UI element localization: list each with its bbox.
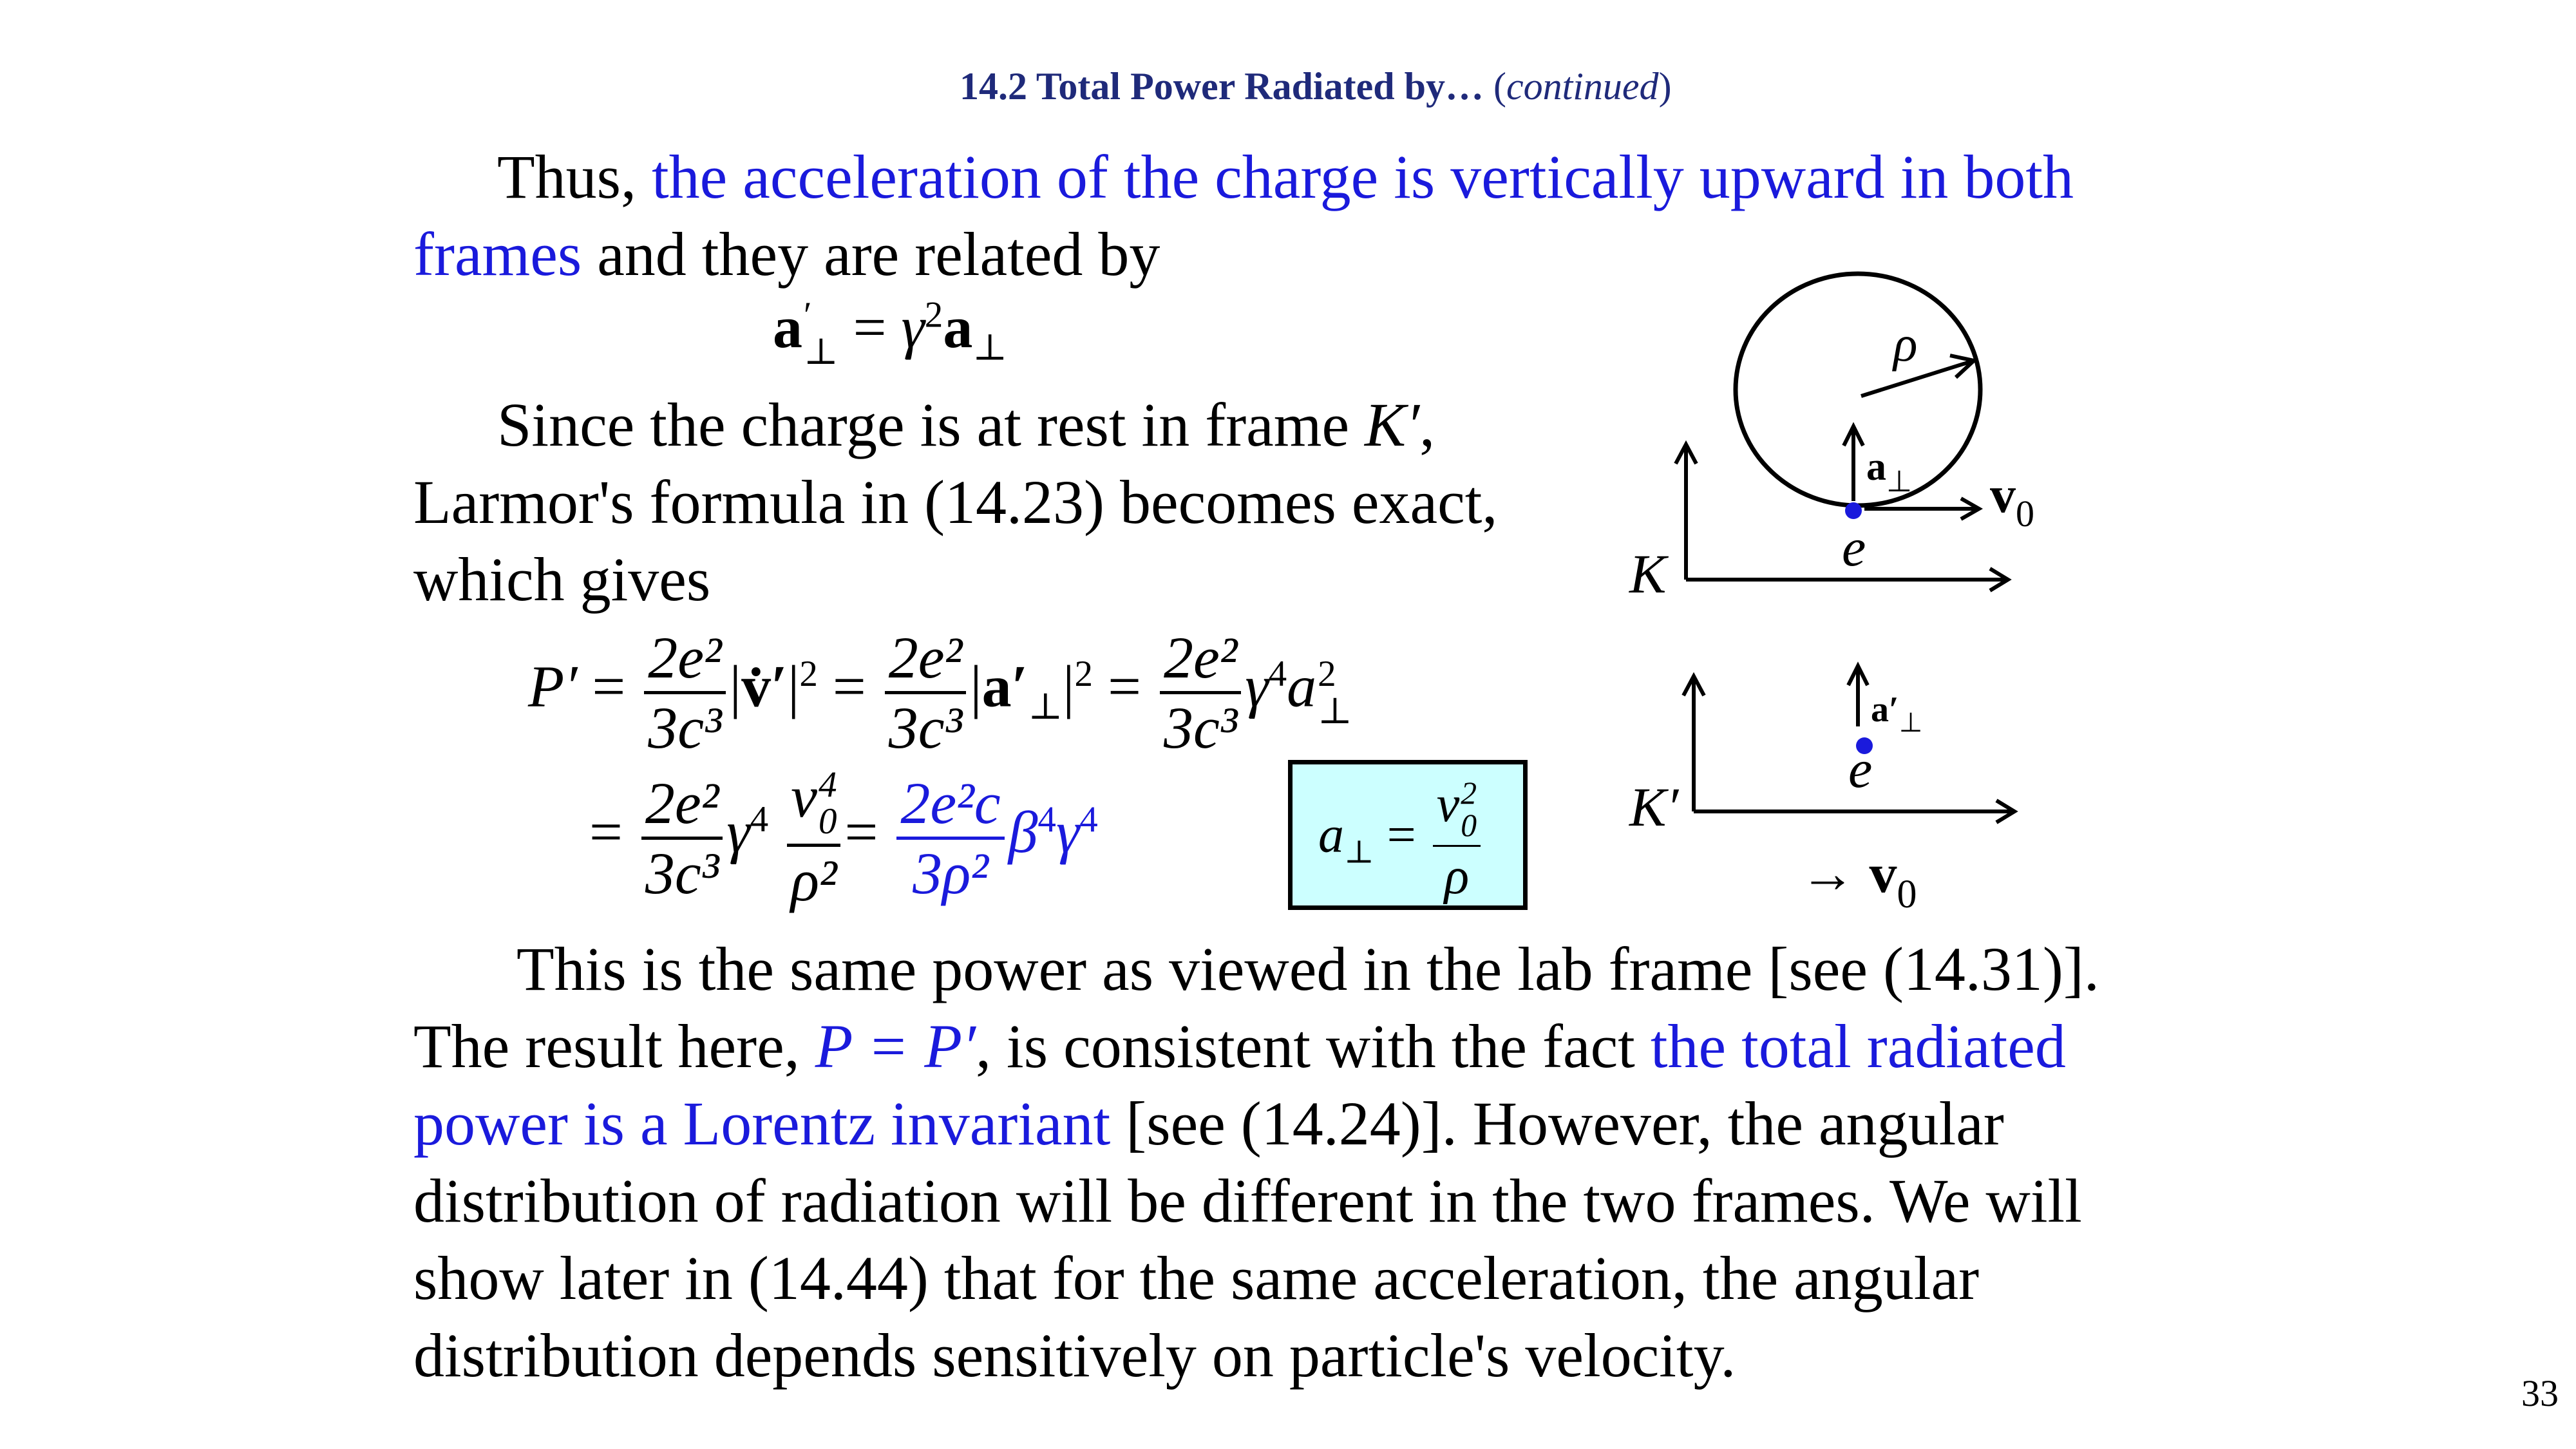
svg-text:→ v0	[1800, 842, 1917, 916]
eq3-beta: β	[1008, 799, 1038, 865]
header-paren-close: )	[1658, 65, 1672, 108]
charge-dot-K	[1845, 502, 1862, 519]
eq2-frac3	[1160, 625, 1241, 761]
label-a-perp-K: a	[1866, 445, 1886, 489]
eq3-gamma2-exp: 4	[1079, 799, 1098, 840]
eq2-eq1: =	[577, 653, 641, 719]
para3-equality: P = P′	[815, 1012, 976, 1081]
box-v-sup: 2	[1461, 775, 1477, 811]
eq3-frac1	[641, 770, 723, 907]
para2-since: Since the charge is at rest in frame	[497, 390, 1365, 459]
label-v0-K-sub: 0	[2016, 493, 2034, 535]
eq3-frac3-num: 2e²c	[896, 773, 1004, 840]
para2-frame-label: K′	[1365, 390, 1420, 459]
eq3-v-sub: 0	[818, 801, 837, 842]
frames-diagram	[1571, 258, 2087, 927]
eq3-frac1-den: 3c³	[645, 840, 719, 907]
svg-text:a⊥	[1866, 445, 1912, 498]
eq2-bar2: |	[787, 653, 800, 719]
para3-consistent: , is consistent with the fact	[976, 1012, 1651, 1081]
header-paren-open: (	[1493, 65, 1506, 108]
eq2-P-prime: P′	[528, 653, 578, 719]
para3-line5: show later in (14.44) that for the same acceleration, the angular	[413, 1244, 1980, 1312]
label-K: K	[1629, 543, 1667, 605]
equation-larmor-power	[528, 625, 1352, 761]
para1-thus: Thus,	[497, 142, 652, 211]
para3-invariant: power is a Lorentz invariant	[413, 1089, 1111, 1158]
eq2-a-perp: ⊥	[1028, 687, 1063, 727]
eq2-eq3: =	[1093, 653, 1156, 719]
label-v0-Kprime-arrow: →	[1800, 842, 1870, 904]
eq1-perp2: ⊥	[972, 327, 1007, 368]
slide-header	[960, 64, 1672, 109]
eq2-frac1	[644, 625, 725, 761]
para3-line2	[413, 1008, 2066, 1085]
label-v0-K: v	[1990, 467, 2016, 524]
eq1-gamma: γ	[901, 294, 925, 360]
para2-comma: ,	[1419, 390, 1435, 459]
para3-total-radiated: the total radiated	[1650, 1012, 2066, 1081]
svg-text:a′⊥	[1871, 690, 1922, 738]
label-Kprime: K′	[1629, 776, 1679, 838]
label-v0-Kprime-sub: 0	[1897, 873, 1917, 916]
para2-line2: Larmor's formula in (14.23) becomes exact,	[413, 468, 1498, 536]
eq3-v-sup: 4	[818, 764, 837, 805]
eq2-sq1: 2	[799, 653, 818, 694]
label-a-perp-Kprime-sub: ⊥	[1899, 708, 1923, 738]
label-rho: ρ	[1893, 316, 1918, 372]
equation-acceleration-relation	[773, 293, 1007, 370]
eq1-rhs-a: a	[943, 294, 973, 360]
eq2-sq2: 2	[1074, 653, 1094, 694]
eq1-perp: ⊥	[804, 331, 838, 372]
box-v: v	[1436, 775, 1460, 833]
eq2-eq2: =	[817, 653, 881, 719]
eq2-frac2-num: 2e²	[885, 628, 966, 694]
eq2-frac1-den: 3c³	[648, 695, 722, 761]
para1-related: and they are related by	[582, 220, 1160, 289]
eq3-frac3-den: 3ρ²	[913, 840, 989, 907]
para2-line3: which gives	[413, 545, 711, 614]
eq2-a: a	[1287, 653, 1317, 719]
svg-text:v0	[1990, 467, 2034, 535]
eq2-bar4: |	[1063, 653, 1075, 719]
header-continued: continued	[1506, 65, 1659, 108]
para1-highlight: the acceleration of the charge is vertically upward in both	[652, 142, 2074, 211]
para3-line6: distribution depends sensitively on particle's velocity.	[413, 1321, 1736, 1390]
box-eq: =	[1374, 806, 1429, 864]
eq3-frac2	[787, 764, 840, 914]
eq3-eq2: =	[844, 799, 878, 865]
header-title: 14.2 Total Power Radiated by…	[960, 65, 1484, 108]
para3-line1: This is the same power as viewed in the lab frame [see (14.31)].	[516, 934, 2099, 1003]
eq2-bar1: |	[729, 653, 742, 719]
eq2-a-sq: 2	[1318, 654, 1336, 695]
eq1-exponent: 2	[924, 294, 943, 336]
eq2-frac1-num: 2e²	[644, 628, 725, 694]
equation-power-result	[589, 764, 1098, 914]
eq3-gamma: γ	[726, 799, 750, 865]
page-number: 33	[2521, 1372, 2559, 1414]
eq2-frac3-den: 3c³	[1163, 695, 1238, 761]
label-v0-Kprime: v	[1869, 842, 1897, 904]
para1-frames: frames	[413, 220, 582, 289]
eq3-frac2-den: ρ²	[790, 848, 837, 914]
eq2-gamma: γ	[1245, 653, 1269, 719]
eq2-frac2-den: 3c³	[888, 695, 963, 761]
eq1-equals: =	[838, 294, 902, 360]
centripetal-formula-box	[1288, 760, 1528, 910]
eq3-eq1: =	[589, 799, 623, 865]
eq3-four: 4	[750, 799, 769, 840]
eq2-bar3: |	[970, 653, 982, 719]
eq1-prime: ′	[804, 294, 812, 336]
para1-line1	[497, 138, 2074, 216]
eq3-beta-exp: 4	[1037, 799, 1056, 840]
eq1-lhs-a: a	[773, 294, 802, 360]
eq2-frac2	[885, 625, 966, 761]
para3-line4: distribution of radiation will be different in the two frames. We will	[413, 1166, 2082, 1235]
para3-see: [see (14.24)]. However, the angular	[1110, 1089, 2004, 1158]
eq3-gamma2: γ	[1056, 799, 1080, 865]
para3-result: The result here,	[413, 1012, 815, 1081]
box-perp: ⊥	[1344, 834, 1374, 870]
box-v-sub: 0	[1461, 807, 1477, 843]
eq3-v: v	[791, 764, 817, 830]
label-e-Kprime: e	[1848, 739, 1873, 799]
para3-line3	[413, 1085, 2004, 1162]
orbit-circle	[1736, 274, 1980, 506]
label-a-perp-K-sub: ⊥	[1886, 465, 1913, 498]
para1-line2	[413, 216, 1160, 293]
eq2-a-perp2: ⊥	[1318, 690, 1352, 732]
eq2-vdot: v̇′	[741, 653, 788, 719]
eq2-a-prime: a′	[981, 653, 1028, 719]
box-den: ρ	[1444, 848, 1470, 905]
label-e-K: e	[1842, 518, 1866, 578]
box-frac	[1433, 775, 1481, 905]
box-a: a	[1318, 806, 1344, 864]
eq3-frac1-num: 2e²	[641, 773, 723, 840]
eq2-frac3-num: 2e²	[1160, 628, 1241, 694]
label-a-perp-Kprime: a′	[1871, 690, 1899, 730]
eq3-frac3	[896, 770, 1004, 907]
para2-line1	[497, 386, 1435, 464]
eq2-four: 4	[1268, 653, 1287, 694]
